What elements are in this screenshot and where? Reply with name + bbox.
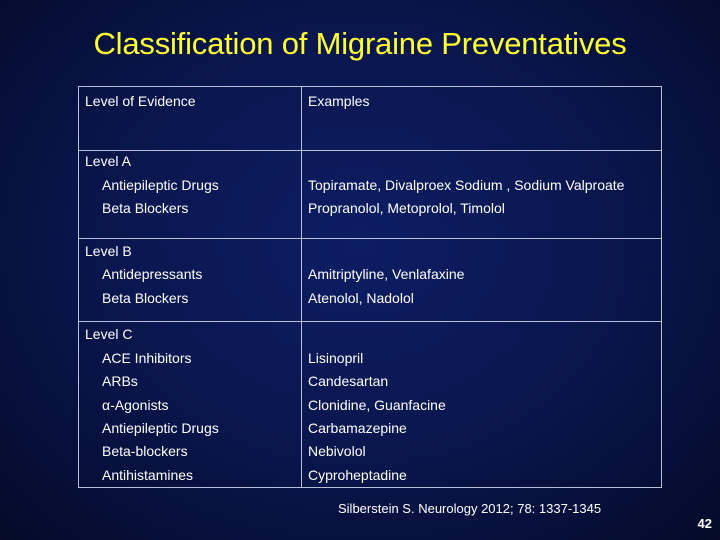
row-divider bbox=[79, 321, 661, 322]
level-a-label: Level A bbox=[85, 153, 131, 169]
slide-title: Classification of Migraine Preventatives bbox=[93, 26, 627, 61]
table-row-category: α-Agonists bbox=[102, 397, 169, 413]
evidence-table bbox=[78, 86, 662, 488]
row-divider bbox=[79, 150, 661, 151]
table-row-examples: Nebivolol bbox=[308, 443, 366, 459]
table-row-examples: Topiramate, Divalproex Sodium , Sodium Valproate bbox=[308, 177, 625, 193]
table-row-category: Beta-blockers bbox=[102, 443, 188, 459]
table-row-examples: Amitriptyline, Venlafaxine bbox=[308, 266, 465, 282]
table-row-category: Beta Blockers bbox=[102, 200, 189, 216]
table-row-category: Antiepileptic Drugs bbox=[102, 420, 219, 436]
level-c-label: Level C bbox=[85, 326, 133, 342]
table-row-examples: Cyproheptadine bbox=[308, 467, 407, 483]
column-divider bbox=[301, 87, 302, 487]
table-row-examples: Propranolol, Metoprolol, Timolol bbox=[308, 200, 505, 216]
table-row-category: ARBs bbox=[102, 373, 138, 389]
table-row-category: Beta Blockers bbox=[102, 290, 189, 306]
table-row-category: Antiepileptic Drugs bbox=[102, 177, 219, 193]
row-divider bbox=[79, 238, 661, 239]
table-row-category: Antidepressants bbox=[102, 266, 203, 282]
citation: Silberstein S. Neurology 2012; 78: 1337-1345 bbox=[338, 501, 602, 516]
table-row-examples: Carbamazepine bbox=[308, 420, 407, 436]
table-row-examples: Lisinopril bbox=[308, 350, 364, 366]
table-row-category: Antihistamines bbox=[102, 467, 194, 483]
level-b-label: Level B bbox=[85, 243, 132, 259]
table-row-examples: Candesartan bbox=[308, 373, 389, 389]
header-examples: Examples bbox=[308, 93, 370, 109]
table-row-examples: Clonidine, Guanfacine bbox=[308, 397, 446, 413]
table-row-category: ACE Inhibitors bbox=[102, 350, 192, 366]
page-number: 42 bbox=[697, 516, 712, 531]
table-row-examples: Atenolol, Nadolol bbox=[308, 290, 414, 306]
header-level-of-evidence: Level of Evidence bbox=[85, 93, 196, 109]
